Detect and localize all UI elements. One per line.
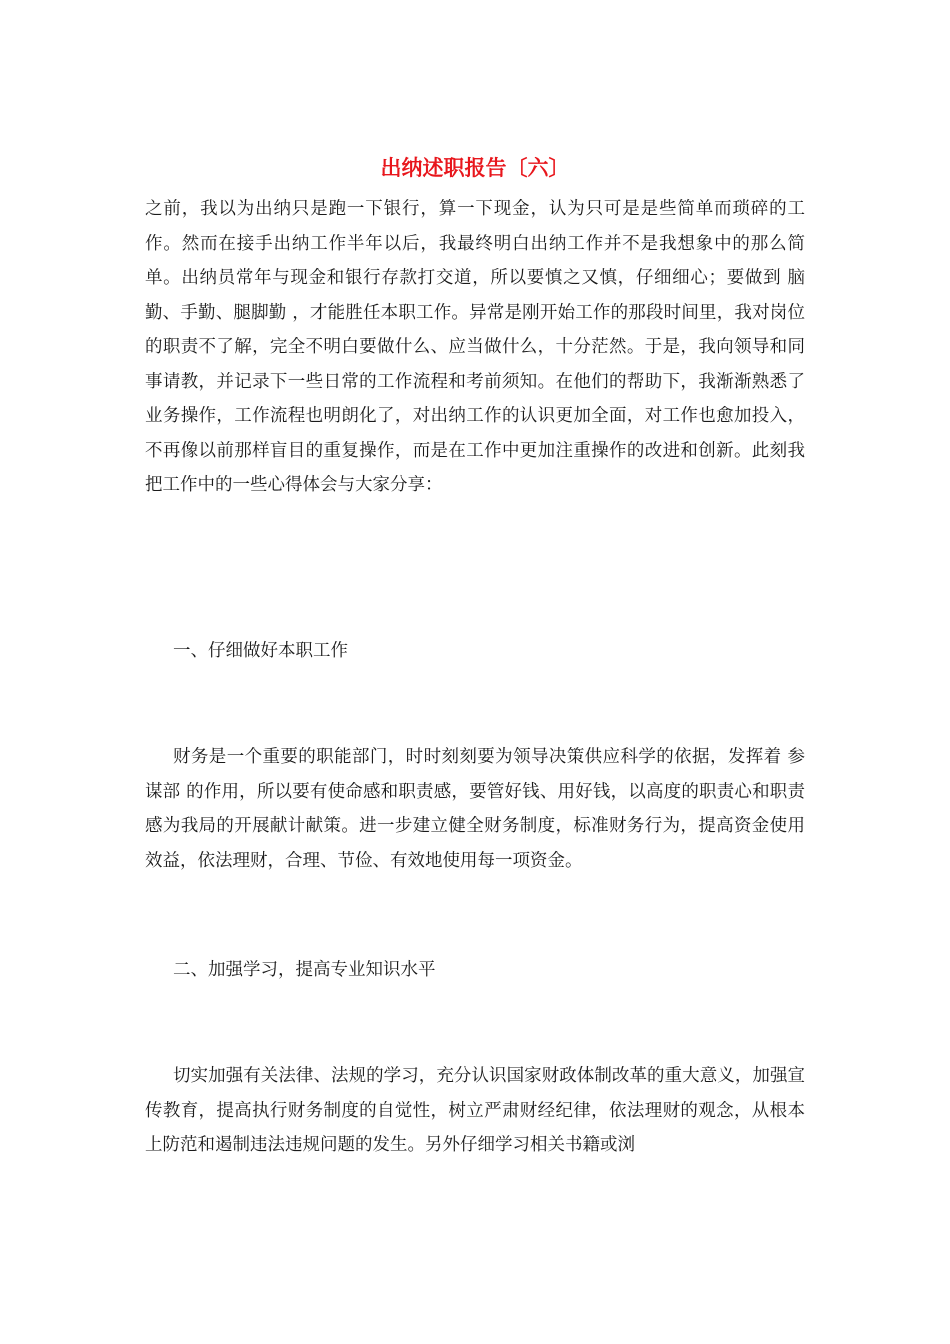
paragraph-section-1: 财务是一个重要的职能部门，时时刻刻要为领导决策供应科学的依据，发挥着 参谋部 的作用，所以要有使命感和职责感，要管好钱、用好钱，以高度的职责心和职责感为我局的开展献计献策。进一步建立健全财务制度，标准财务行为，提高资金使用效益，依法理财，合理、节俭、有效地使用每一项资金。 <box>145 747 805 871</box>
paragraph-section-2: 切实加强有关法律、法规的学习，充分认识国家财政体制改革的重大意义，加强宣传教育，提高执行财务制度的自觉性，树立严肃财经纪律，依法理财的观念，从根本上防范和遏制违法违规问题的发生。另外仔细学习相关书籍或浏 <box>145 1066 805 1155</box>
section-heading-1: 一、仔细做好本职工作 <box>173 641 348 661</box>
paragraph-intro: 之前，我以为出纳只是跑一下银行，算一下现金，认为只可是是些简单而琐碎的工作。然而在接手出纳工作半年以后，我最终明白出纳工作并不是我想象中的那么简单。出纳员常年与现金和银行存款打交道，所以要慎之又慎，仔细细心；要做到 脑勤、手勤、腿脚勤 ，才能胜任本职工作。异常是刚开始工作的那段时间里，我对岗位的职责不了解，完全不明白要做什么、应当做什么，十分茫然。于是，我向领导和同事请教，并记录下一些日常的工作流程和考前须知。在他们的帮助下，我渐渐熟悉了业务操作，工作流程也明朗化了，对出纳工作的认识更加全面，对工作也愈加投入，不再像以前那样盲目的重复操作，而是在工作中更加注重操作的改进和创新。此刻我把工作中的一些心得体会与大家分享： <box>145 199 805 495</box>
section-heading-2: 二、加强学习，提高专业知识水平 <box>173 960 436 980</box>
document-title: 出纳述职报告〔六〕 <box>380 155 570 180</box>
